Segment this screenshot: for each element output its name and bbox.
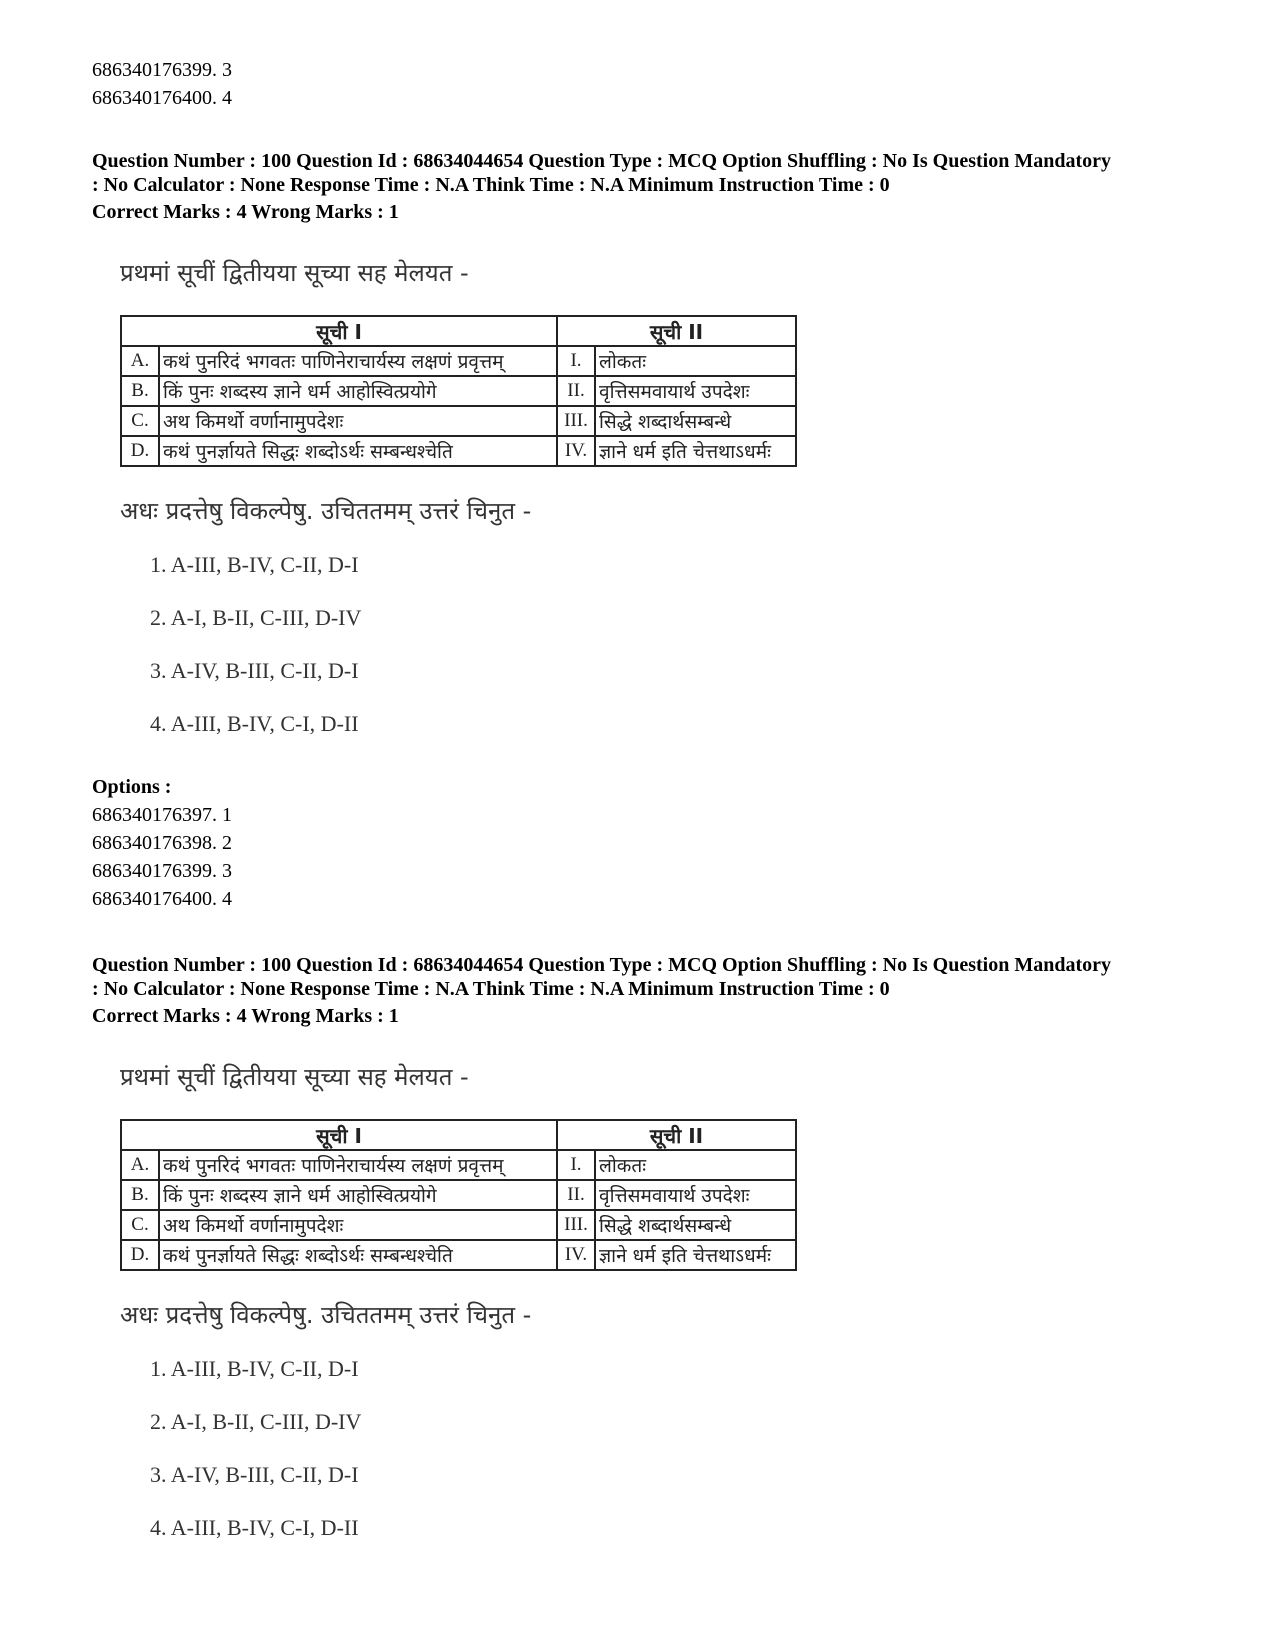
match-table bbox=[120, 315, 797, 467]
table-row: C. अथ किमर्थो वर्णानामुपदेशः III. सिद्धे शब्दार्थसम्बन्धे bbox=[121, 406, 796, 436]
answer-choice: 4. A-III, B-IV, C-I, D-II bbox=[150, 711, 359, 736]
table-head-list2: सूची II bbox=[557, 1120, 796, 1150]
table-row: B. किं पुनः शब्दस्य ज्ञाने धर्म आहोस्वित्प्रयोगे II. वृत्तिसमवायार्थ उपदेशः bbox=[121, 376, 796, 406]
answer-choice: 1. A-III, B-IV, C-II, D-I bbox=[150, 552, 359, 577]
table-row: C. अथ किमर्थो वर्णानामुपदेशः III. सिद्धे शब्दार्थसम्बन्धे bbox=[121, 1210, 796, 1240]
question-header: Question Number : 100 Question Id : 68634044654 Question Type : MCQ Option Shuffling : No Is Question Mandatory : No Calculator : None Response Time : N.A Think Time : N.A Minimum Instruction Time : 0 bbox=[92, 954, 1111, 1000]
table-row: D. कथं पुनर्ज्ञायते सिद्धः शब्दोऽर्थः सम्बन्धश्चेति IV. ज्ञाने धर्म इति चेत्तथाऽधर्मः bbox=[121, 1240, 796, 1270]
answer-choice: 3. A-IV, B-III, C-II, D-I bbox=[150, 1462, 359, 1487]
option-line: 686340176398. 2 bbox=[92, 832, 232, 854]
answer-choice: 4. A-III, B-IV, C-I, D-II bbox=[150, 1515, 359, 1540]
table-row: A. कथं पुनरिदं भगवतः पाणिनेराचार्यस्य लक्षणं प्रवृत्तम् I. लोकतः bbox=[121, 346, 796, 376]
option-line: 686340176399. 3 bbox=[92, 59, 232, 81]
option-line: 686340176399. 3 bbox=[92, 860, 232, 882]
option-line: 686340176397. 1 bbox=[92, 804, 232, 826]
table-head-list2: सूची II bbox=[557, 316, 796, 346]
table-row: A. कथं पुनरिदं भगवतः पाणिनेराचार्यस्य लक्षणं प्रवृत्तम् I. लोकतः bbox=[121, 1150, 796, 1180]
answer-choice: 2. A-I, B-II, C-III, D-IV bbox=[150, 605, 362, 630]
question-prompt: प्रथमां सूचीं द्वितीयया सूच्या सह मेलयत - bbox=[120, 1063, 469, 1091]
answer-choice: 2. A-I, B-II, C-III, D-IV bbox=[150, 1409, 362, 1434]
question-instruction: अधः प्रदत्तेषु विकल्पेषु. उचिततमम् उत्तरं चिनुत - bbox=[120, 497, 532, 525]
question-prompt: प्रथमां सूचीं द्वितीयया सूच्या सह मेलयत - bbox=[120, 259, 469, 287]
question-instruction: अधः प्रदत्तेषु विकल्पेषु. उचिततमम् उत्तरं चिनुत - bbox=[120, 1301, 532, 1329]
options-label: Options : bbox=[92, 776, 172, 798]
answer-choice: 3. A-IV, B-III, C-II, D-I bbox=[150, 658, 359, 683]
table-head-list1: सूची I bbox=[121, 316, 557, 346]
question-header: Question Number : 100 Question Id : 68634044654 Question Type : MCQ Option Shuffling : No Is Question Mandatory : No Calculator : None Response Time : N.A Think Time : N.A Minimum Instruction Time : 0 bbox=[92, 150, 1111, 196]
marks-line: Correct Marks : 4 Wrong Marks : 1 bbox=[92, 1005, 399, 1027]
table-row: D. कथं पुनर्ज्ञायते सिद्धः शब्दोऽर्थः सम्बन्धश्चेति IV. ज्ञाने धर्म इति चेत्तथाऽधर्मः bbox=[121, 436, 796, 466]
table-row: B. किं पुनः शब्दस्य ज्ञाने धर्म आहोस्वित्प्रयोगे II. वृत्तिसमवायार्थ उपदेशः bbox=[121, 1180, 796, 1210]
table-head-list1: सूची I bbox=[121, 1120, 557, 1150]
answer-choice: 1. A-III, B-IV, C-II, D-I bbox=[150, 1356, 359, 1381]
match-table bbox=[120, 1119, 797, 1271]
option-line: 686340176400. 4 bbox=[92, 87, 232, 109]
option-line: 686340176400. 4 bbox=[92, 888, 232, 910]
marks-line: Correct Marks : 4 Wrong Marks : 1 bbox=[92, 201, 399, 223]
